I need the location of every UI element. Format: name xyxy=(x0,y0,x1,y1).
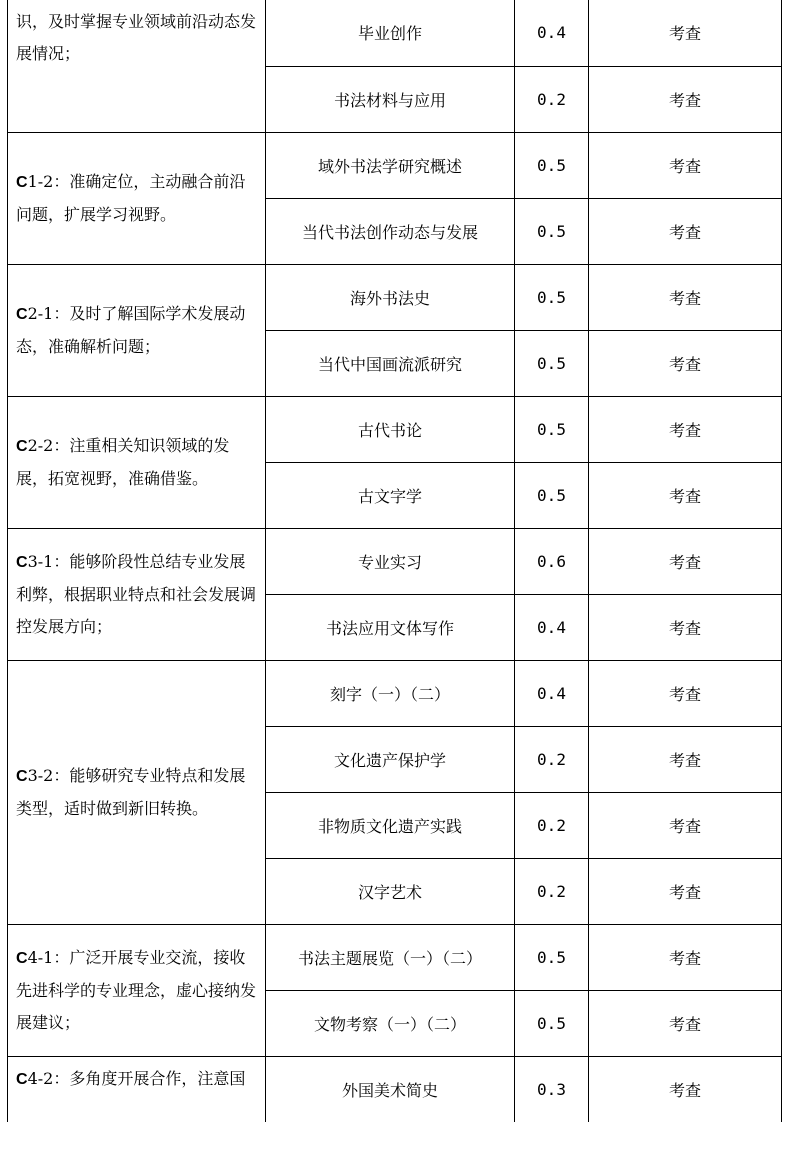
course-name-cell: 专业实习 xyxy=(266,528,515,594)
weight-cell: 0.4 xyxy=(515,594,589,660)
assessment-method-cell: 考查 xyxy=(589,528,782,594)
table-row xyxy=(8,0,782,66)
course-name-cell: 域外书法学研究概述 xyxy=(266,132,515,198)
weight-cell: 0.5 xyxy=(515,198,589,264)
course-name-cell: 汉字艺术 xyxy=(266,858,515,924)
requirement-code-letter: C xyxy=(16,305,28,323)
assessment-method-cell: 考查 xyxy=(589,264,782,330)
course-name-cell: 古代书论 xyxy=(266,396,515,462)
requirement-code-letter: C xyxy=(16,553,28,571)
weight-cell: 0.5 xyxy=(515,462,589,528)
assessment-method-cell: 考查 xyxy=(589,924,782,990)
requirement-code-letter: C xyxy=(16,1070,28,1088)
table-row xyxy=(8,396,782,462)
assessment-method-cell: 考查 xyxy=(589,462,782,528)
assessment-method-cell: 考查 xyxy=(589,594,782,660)
assessment-method-cell: 考查 xyxy=(589,792,782,858)
requirement-code-letter: C xyxy=(16,767,28,785)
requirement-code-letter: C xyxy=(16,437,28,455)
weight-cell: 0.5 xyxy=(515,924,589,990)
course-name-cell: 书法应用文体写作 xyxy=(266,594,515,660)
course-name-cell: 毕业创作 xyxy=(266,0,515,66)
course-name-cell: 文化遗产保护学 xyxy=(266,726,515,792)
weight-cell: 0.3 xyxy=(515,1056,589,1122)
course-name-cell: 外国美术简史 xyxy=(266,1056,515,1122)
weight-cell: 0.5 xyxy=(515,990,589,1056)
weight-cell: 0.2 xyxy=(515,792,589,858)
course-name-cell: 当代中国画流派研究 xyxy=(266,330,515,396)
table-row xyxy=(8,1056,782,1122)
course-name-cell: 刻字（一）（二） xyxy=(266,660,515,726)
weight-cell: 0.2 xyxy=(515,858,589,924)
course-name-cell: 书法材料与应用 xyxy=(266,66,515,132)
weight-cell: 0.2 xyxy=(515,726,589,792)
table-row xyxy=(8,528,782,594)
assessment-method-cell: 考查 xyxy=(589,396,782,462)
assessment-method-cell: 考查 xyxy=(589,330,782,396)
requirement-cell: C3-2：能够研究专业特点和发展类型，适时做到新旧转换。 xyxy=(8,660,266,924)
assessment-method-cell: 考查 xyxy=(589,66,782,132)
weight-cell: 0.2 xyxy=(515,66,589,132)
requirement-cell: C2-2：注重相关知识领域的发展，拓宽视野，准确借鉴。 xyxy=(8,396,266,528)
requirement-code-letter: C xyxy=(16,173,28,191)
requirement-cell: C1-2：准确定位，主动融合前沿问题，扩展学习视野。 xyxy=(8,132,266,264)
weight-cell: 0.4 xyxy=(515,660,589,726)
assessment-method-cell: 考查 xyxy=(589,1056,782,1122)
requirement-cell: C2-1：及时了解国际学术发展动态，准确解析问题； xyxy=(8,264,266,396)
requirement-cell: C4-1：广泛开展专业交流，接收先进科学的专业理念，虚心接纳发展建议； xyxy=(8,924,266,1056)
table-row xyxy=(8,132,782,198)
weight-cell: 0.5 xyxy=(515,132,589,198)
assessment-method-cell: 考查 xyxy=(589,990,782,1056)
table-body xyxy=(8,0,782,1122)
requirement-cell: C3-1：能够阶段性总结专业发展利弊，根据职业特点和社会发展调控发展方向； xyxy=(8,528,266,660)
table-row xyxy=(8,264,782,330)
table-row xyxy=(8,924,782,990)
course-name-cell: 文物考察（一）（二） xyxy=(266,990,515,1056)
course-name-cell: 海外书法史 xyxy=(266,264,515,330)
weight-cell: 0.6 xyxy=(515,528,589,594)
table-row xyxy=(8,660,782,726)
weight-cell: 0.5 xyxy=(515,264,589,330)
assessment-method-cell: 考查 xyxy=(589,198,782,264)
assessment-method-cell: 考查 xyxy=(589,660,782,726)
course-name-cell: 古文字学 xyxy=(266,462,515,528)
assessment-method-cell: 考查 xyxy=(589,0,782,66)
requirement-code-letter: C xyxy=(16,949,28,967)
assessment-method-cell: 考查 xyxy=(589,726,782,792)
weight-cell: 0.5 xyxy=(515,396,589,462)
course-name-cell: 书法主题展览（一）（二） xyxy=(266,924,515,990)
requirements-course-table xyxy=(7,0,782,1122)
weight-cell: 0.5 xyxy=(515,330,589,396)
assessment-method-cell: 考查 xyxy=(589,132,782,198)
requirement-cell: 识，及时掌握专业领域前沿动态发展情况； xyxy=(8,0,266,132)
assessment-method-cell: 考查 xyxy=(589,858,782,924)
course-name-cell: 非物质文化遗产实践 xyxy=(266,792,515,858)
course-name-cell: 当代书法创作动态与发展 xyxy=(266,198,515,264)
requirement-cell: C4-2：多角度开展合作，注意国 xyxy=(8,1056,266,1122)
weight-cell: 0.4 xyxy=(515,0,589,66)
